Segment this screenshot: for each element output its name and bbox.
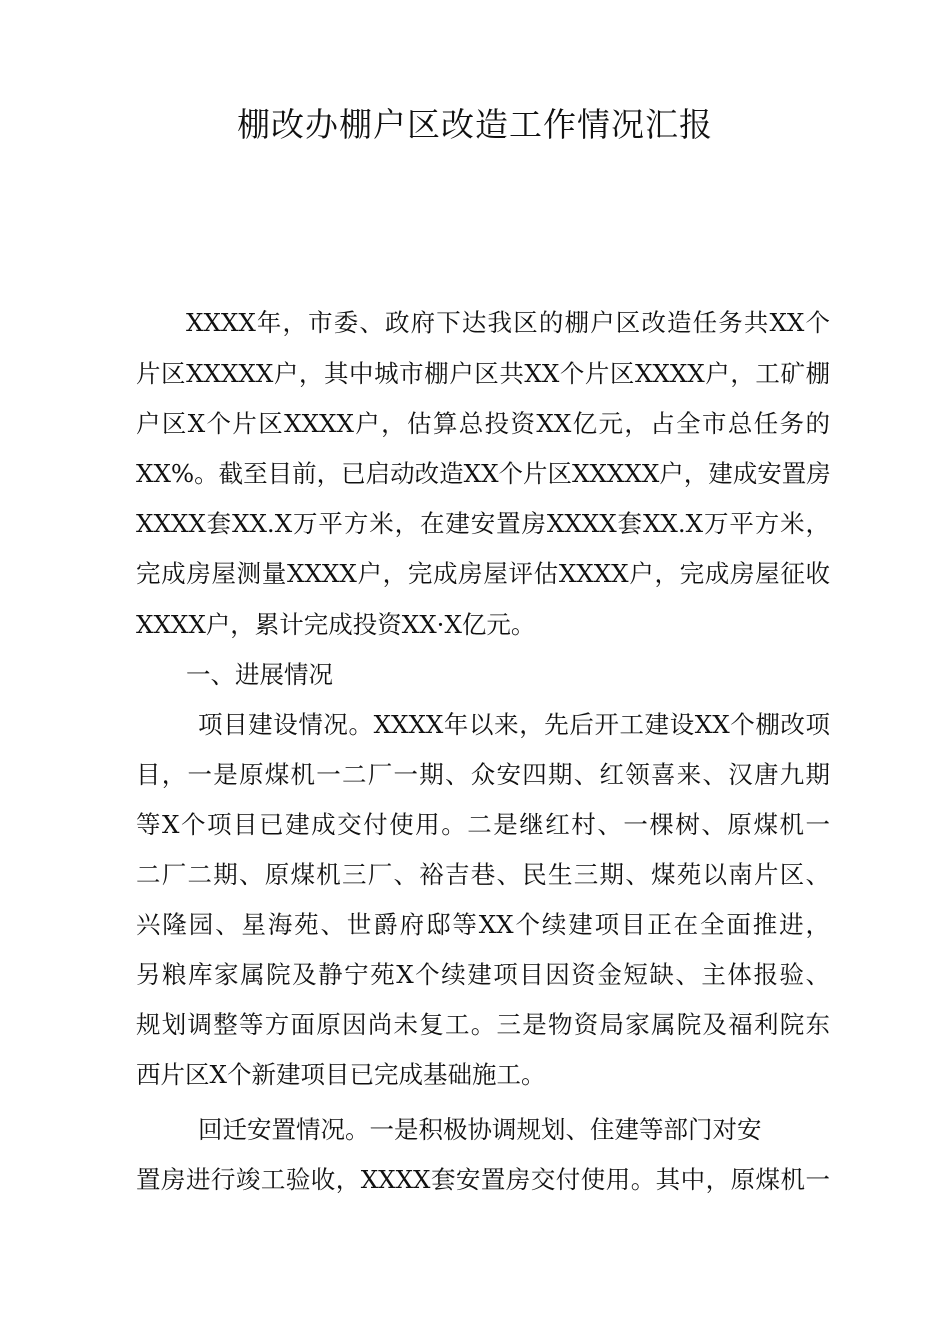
paragraph-3-line-2: 置房进行竣工验收，XXXX套安置房交付使用。其中，原煤机一	[136, 1165, 830, 1194]
paragraph-1-line-5: XXXX套XX.X万平方米，在建安置房XXXX套XX.X万平方米，	[136, 509, 830, 538]
paragraph-2-line-8: 西片区X个新建项目已完成基础施工。	[136, 1060, 546, 1089]
paragraph-1-line-1: XXXX年，市委、政府下达我区的棚户区改造任务共XX个	[186, 308, 830, 337]
paragraph-2-line-3: 等X个项目已建成交付使用。二是继红村、一棵树、原煤机一	[136, 810, 830, 839]
paragraph-1-line-4: XX%。截至目前，已启动改造XX个片区XXXXX户，建成安置房	[136, 459, 831, 488]
section-heading-progress: 一、进展情况	[186, 660, 333, 689]
paragraph-2-line-2: 目，一是原煤机一二厂一期、众安四期、红领喜来、汉唐九期	[136, 760, 830, 789]
paragraph-1-line-3: 户区X个片区XXXX户，估算总投资XX亿元，占全市总任务的	[136, 409, 830, 438]
document-title: 棚改办棚户区改造工作情况汇报	[237, 105, 713, 144]
paragraph-2-line-5: 兴隆园、星海苑、世爵府邸等XX个续建项目正在全面推进，	[136, 910, 830, 939]
paragraph-2-line-7: 规划调整等方面原因尚未复工。三是物资局家属院及福利院东	[136, 1010, 830, 1039]
paragraph-2-line-4: 二厂二期、原煤机三厂、裕吉巷、民生三期、煤苑以南片区、	[136, 860, 830, 889]
paragraph-3-line-1: 回迁安置情况。一是积极协调规划、住建等部门对安	[198, 1115, 762, 1144]
paragraph-1-line-6: 完成房屋测量XXXX户，完成房屋评估XXXX户，完成房屋征收	[136, 559, 830, 588]
paragraph-1-line-7: XXXX户，累计完成投资XX·X亿元。	[136, 610, 536, 639]
paragraph-2-line-6: 另粮库家属院及静宁苑X个续建项目因资金短缺、主体报验、	[136, 960, 830, 989]
paragraph-1-line-2: 片区XXXXX户，其中城市棚户区共XX个片区XXXX户，工矿棚	[136, 359, 830, 388]
paragraph-2-line-1: 项目建设情况。XXXX年以来，先后开工建设XX个棚改项	[198, 710, 830, 739]
